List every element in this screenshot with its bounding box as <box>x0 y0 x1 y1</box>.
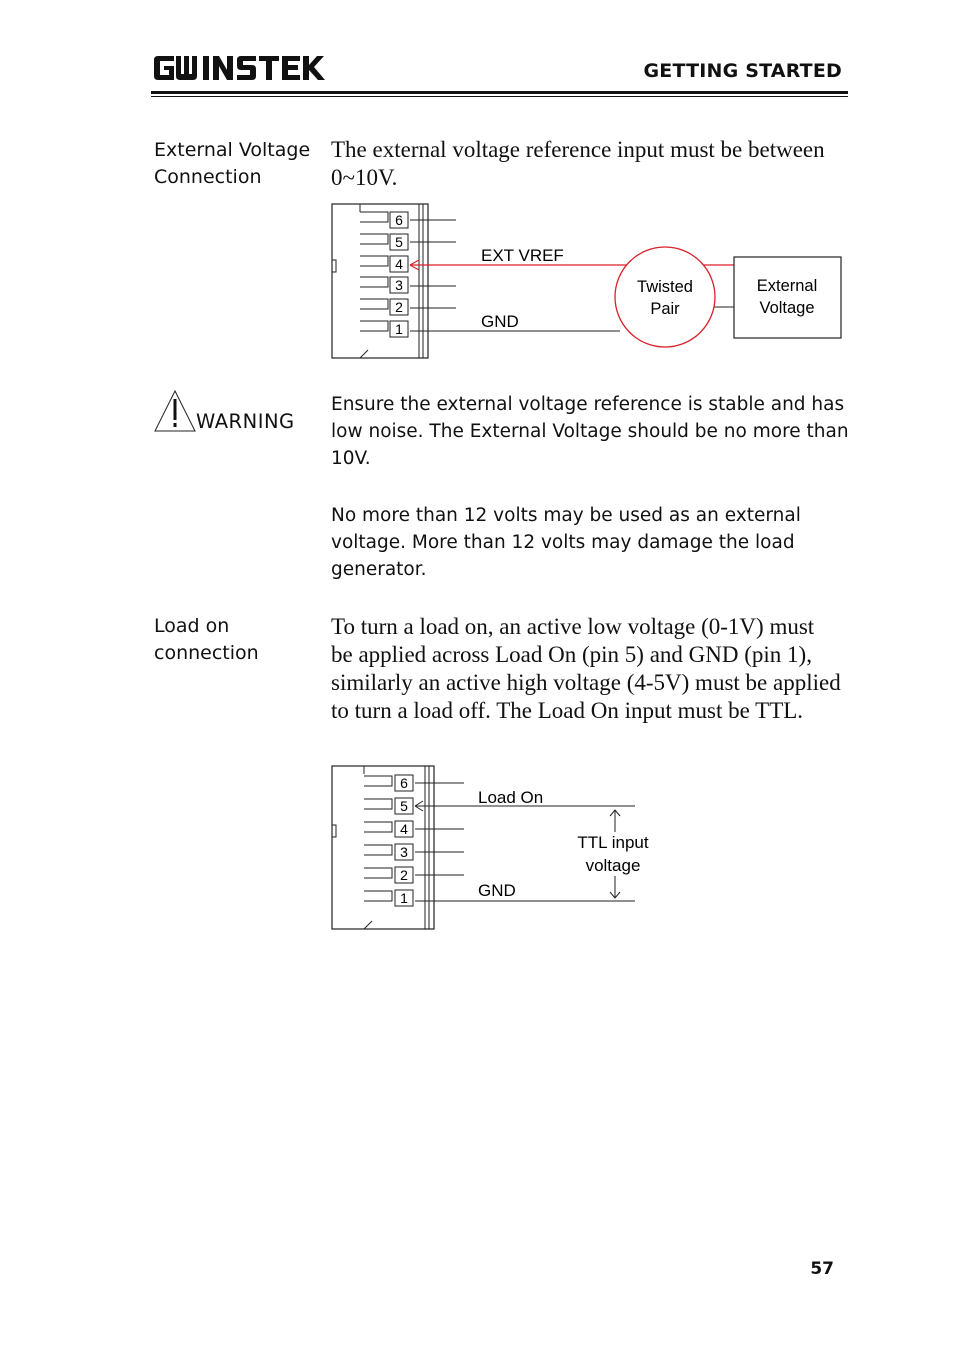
connector-latch <box>332 260 336 272</box>
external-voltage-line1: External <box>756 277 818 295</box>
header-rule-thin <box>151 96 848 97</box>
gw-instek-logo <box>152 52 332 84</box>
pin-4-label: 4 <box>395 256 403 272</box>
pin-3-label: 3 <box>395 277 403 293</box>
pin-5-label: 5 <box>400 798 408 814</box>
connector-tick <box>360 350 368 358</box>
gnd-label: GND <box>478 881 516 900</box>
ext-voltage-label-line1: External Voltage <box>154 139 311 161</box>
load-on-diagram <box>330 764 660 934</box>
ttl-label-line1: TTL input <box>577 833 649 852</box>
header-rule-thick <box>151 91 848 94</box>
pin-3-label: 3 <box>400 844 408 860</box>
ext-vref-label: EXT VREF <box>481 246 564 265</box>
pin-1-label: 1 <box>395 321 403 337</box>
warning-text-1: Ensure the external voltage reference is stable and has low noise. The External Voltage should be no more than 10V. <box>331 394 849 469</box>
pin-slots <box>364 776 392 901</box>
gnd-label: GND <box>481 312 519 331</box>
connector-housing <box>332 204 428 358</box>
pin-slots <box>360 212 388 331</box>
ext-voltage-label-line2: Connection <box>154 166 262 188</box>
ext-voltage-label <box>154 137 324 191</box>
ext-voltage-description: The external voltage reference input must be between 0~10V. <box>331 137 825 190</box>
load-on-wire-label: Load On <box>478 788 544 807</box>
pin-1-label: 1 <box>400 890 408 906</box>
pin-labels <box>395 775 413 906</box>
load-on-label <box>154 613 324 667</box>
page-number: 57 <box>810 1259 834 1279</box>
pin-2-label: 2 <box>395 299 403 315</box>
pin-6-label: 6 <box>400 775 408 791</box>
pin-labels <box>390 212 408 337</box>
pin-4-label: 4 <box>400 821 408 837</box>
external-voltage-box <box>734 257 841 338</box>
warning-label: WARNING <box>196 410 295 433</box>
warning-triangle-icon <box>153 389 197 433</box>
load-on-label-line1: Load on <box>154 615 230 637</box>
external-voltage-line2: Voltage <box>759 299 815 317</box>
ext-voltage-diagram <box>330 202 845 362</box>
twisted-pair-line1: Twisted <box>637 278 693 296</box>
connector-tick <box>364 921 372 929</box>
load-on-label-line2: connection <box>154 642 259 664</box>
twisted-pair-line2: Pair <box>650 300 680 318</box>
section-title: GETTING STARTED <box>643 60 842 82</box>
pin-6-label: 6 <box>395 212 403 228</box>
twisted-pair-circle <box>615 247 715 347</box>
connector-latch <box>332 825 336 837</box>
connector-housing <box>332 766 434 929</box>
pin-5-label: 5 <box>395 234 403 250</box>
load-on-description: To turn a load on, an active low voltage (0-1V) must be applied across Load On (pin 5) and GND (pin 1), similarly an active high voltage (4-5V) must be applied to turn a load off. The Load On input must be TTL. <box>331 614 841 723</box>
ttl-label-line2: voltage <box>585 856 641 875</box>
pin-2-label: 2 <box>400 867 408 883</box>
warning-text-2: No more than 12 volts may be used as an external voltage. More than 12 volts may damage the load generator. <box>331 505 801 580</box>
